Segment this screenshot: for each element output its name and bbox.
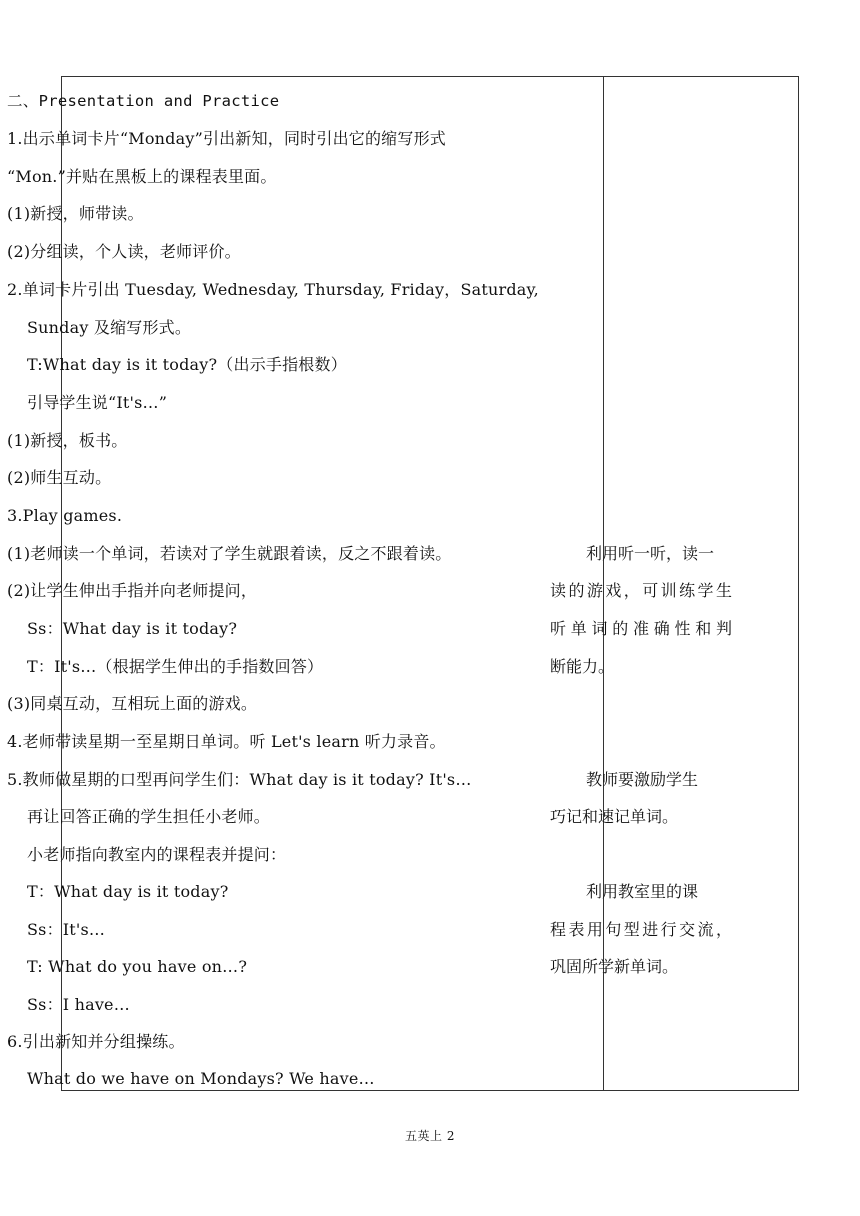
procedure-line: What do we have on Mondays? We have… xyxy=(27,1069,375,1088)
procedure-line: “Mon.”并贴在黑板上的课程表里面。 xyxy=(7,167,277,186)
note-line: 教师要激励学生 xyxy=(586,770,699,789)
procedure-line: (1)新授，板书。 xyxy=(7,431,128,450)
note-line: 程表用句型进行交流， xyxy=(550,920,732,939)
procedure-line: T: What do you have on…? xyxy=(27,957,248,976)
procedure-line: T：What day is it today? xyxy=(27,882,229,901)
section-heading: 二、Presentation and Practice xyxy=(7,92,280,110)
procedure-line: 小老师指向教室内的课程表并提问： xyxy=(27,845,287,864)
procedure-line: T:What day is it today?（出示手指根数） xyxy=(27,355,347,374)
procedure-line: Ss：What day is it today? xyxy=(27,619,238,638)
procedure-line: (3)同桌互动，互相玩上面的游戏。 xyxy=(7,694,258,713)
procedure-line: (1)新授，师带读。 xyxy=(7,204,144,223)
procedure-line: 再让回答正确的学生担任小老师。 xyxy=(27,807,271,826)
page-footer: 五英上 2 xyxy=(405,1129,455,1143)
note-line: 读的游戏，可训练学生 xyxy=(550,581,732,600)
procedure-line: 3.Play games. xyxy=(7,506,123,525)
procedure-line: (2)分组读，个人读，老师评价。 xyxy=(7,242,241,261)
note-line: 听单词的准确性和判 xyxy=(550,619,732,638)
procedure-line: 4.老师带读星期一至星期日单词。听 Let's learn 听力录音。 xyxy=(7,732,446,751)
note-line: 巩固所学新单词。 xyxy=(550,957,679,976)
procedure-line: 2.单词卡片引出 Tuesday, Wednesday, Thursday, Friday，Saturday, xyxy=(7,280,539,299)
procedure-line: 引导学生说“It's…” xyxy=(27,393,168,412)
procedure-line: Ss：I have… xyxy=(27,995,130,1014)
note-line: 巧记和速记单词。 xyxy=(550,807,679,826)
procedure-line: 6.引出新知并分组操练。 xyxy=(7,1032,185,1051)
procedure-line: 5.教师做星期的口型再问学生们：What day is it today? It's… xyxy=(7,770,472,789)
procedure-line: Ss：It's… xyxy=(27,920,106,939)
procedure-line: (2)师生互动。 xyxy=(7,468,112,487)
note-line: 利用听一听，读一 xyxy=(586,544,715,563)
note-line: 断能力。 xyxy=(550,657,615,676)
procedure-line: (2)让学生伸出手指并向老师提问， xyxy=(7,581,258,600)
procedure-line: 1.出示单词卡片“Monday”引出新知，同时引出它的缩写形式 xyxy=(7,129,446,148)
procedure-line: T：It's…（根据学生伸出的手指数回答） xyxy=(27,657,324,676)
procedure-line: Sunday 及缩写形式。 xyxy=(27,318,192,337)
procedure-line: (1)老师读一个单词，若读对了学生就跟着读，反之不跟着读。 xyxy=(7,544,452,563)
note-line: 利用教室里的课 xyxy=(586,882,699,901)
